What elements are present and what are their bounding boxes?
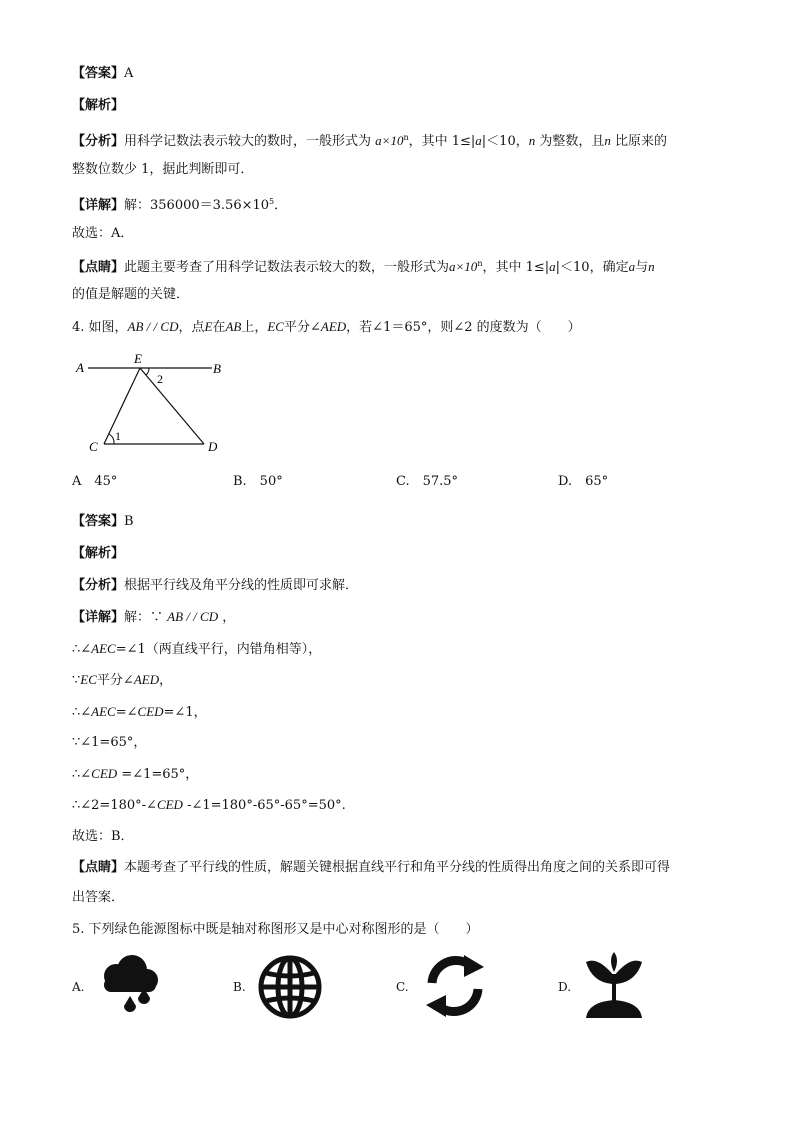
math: a×10 xyxy=(449,259,478,274)
label-angle-2: 2 xyxy=(157,372,163,386)
q3-fenxi-line2: 整数位数少 1，据此判断即可． xyxy=(72,162,254,177)
text: ，其中 1≤| xyxy=(482,260,550,275)
segment-ec xyxy=(104,368,140,444)
q4-answer xyxy=(72,512,134,532)
text: 解：356000＝3.56×10 xyxy=(124,198,270,213)
math: a xyxy=(628,259,636,274)
q4-step-5 xyxy=(72,764,198,785)
text: 根据平行线及角平分线的性质即可求解． xyxy=(124,578,359,593)
text: 比原来的 xyxy=(610,134,668,149)
answer-value: B xyxy=(124,514,134,529)
text: ∴∠ xyxy=(72,642,92,657)
angle-2-arc xyxy=(146,368,149,375)
dianjing-tag: 【点睛】 xyxy=(72,260,125,275)
q4-xiangjie xyxy=(72,607,235,628)
math-exp: n xyxy=(477,259,483,268)
text: ， xyxy=(222,610,236,625)
recycle-arrows-icon xyxy=(420,953,490,1019)
text: 平分∠ xyxy=(96,673,134,688)
q4-step-4: ∵∠1=65°， xyxy=(72,735,147,750)
q3-dianjing-line2: 的值是解题的关键． xyxy=(72,287,190,302)
globe-icon xyxy=(258,955,322,1019)
q3-dianjing-line1 xyxy=(72,254,655,278)
text: =∠1（两直线平行，内错角相等）， xyxy=(115,642,322,657)
text: ∴∠ xyxy=(72,705,92,720)
q4-step-2 xyxy=(72,670,172,691)
text: -∠1=180°-65°-65°=50°. xyxy=(182,798,346,813)
text: 为整数，且 xyxy=(535,134,605,149)
answer-tag: 【答案】 xyxy=(72,514,125,529)
math-exp: 5 xyxy=(269,197,275,206)
answer-tag: 【答案】 xyxy=(72,66,125,81)
label-angle-1: 1 xyxy=(115,429,121,443)
q5-stem: 5. 下列绿色能源图标中既是轴对称图形又是中心对称图形的是（ ） xyxy=(72,922,479,937)
math: EC xyxy=(267,319,284,334)
label-e: E xyxy=(134,351,142,366)
q3-fenxi-line1 xyxy=(72,128,667,152)
q4-fenxi xyxy=(72,576,358,596)
math: AED xyxy=(133,672,160,687)
math: AB xyxy=(225,319,242,334)
q5-option-c-label: C. xyxy=(396,980,409,994)
q4-stem xyxy=(72,317,581,338)
q3-answer xyxy=(72,64,133,84)
label-d: D xyxy=(208,439,218,454)
math: EC xyxy=(80,672,97,687)
q4-option-a: A 45° xyxy=(72,474,118,489)
text: 用科学记数法表示较大的数时，一般形式为 xyxy=(124,134,372,149)
q4-choice: 故选：B． xyxy=(72,829,134,844)
text: |＜10，确定 xyxy=(555,260,629,275)
text: =∠1， xyxy=(163,705,207,720)
q5-option-a-label: A. xyxy=(72,980,85,994)
label-c: C xyxy=(89,439,98,454)
fenxi-tag: 【分析】 xyxy=(72,134,125,149)
q3-choice: 故选：A． xyxy=(72,226,134,241)
math: AB / / CD xyxy=(127,319,179,334)
fenxi-tag: 【分析】 xyxy=(72,578,125,593)
text: ， xyxy=(159,673,173,688)
angle-1-arc xyxy=(109,434,114,444)
q3-analysis-tag: 【解析】 xyxy=(72,98,125,113)
answer-value: A xyxy=(124,66,134,81)
math: CED xyxy=(156,797,183,812)
text: ，其中 1≤| xyxy=(408,134,476,149)
math: CED xyxy=(137,704,164,719)
segment-ed xyxy=(140,368,204,444)
text: |＜10， xyxy=(481,134,529,149)
text: =∠ xyxy=(115,705,138,720)
text: 解：∵ xyxy=(124,610,164,625)
math: a xyxy=(475,133,482,148)
text: 上， xyxy=(241,320,268,335)
math: a xyxy=(549,259,556,274)
cloud-rain-icon xyxy=(94,952,164,1016)
q4-dianjing-line2: 出答案． xyxy=(72,890,125,905)
text: 此题主要考查了用科学记数法表示较大的数，一般形式为 xyxy=(124,260,450,275)
text: 4. 如图， xyxy=(72,320,128,335)
text: ． xyxy=(274,198,288,213)
text: =∠1=65°， xyxy=(117,767,199,782)
math: AB / / CD xyxy=(167,609,219,624)
text: ，若∠1＝65°，则∠2 的度数为（ ） xyxy=(346,320,581,335)
text: ，点 xyxy=(178,320,205,335)
label-a: A xyxy=(76,360,84,375)
xiangjie-tag: 【详解】 xyxy=(72,610,125,625)
geometry-figure xyxy=(74,348,234,458)
xiangjie-tag: 【详解】 xyxy=(72,198,125,213)
text: 本题考查了平行线的性质，解题关键根据直线平行和角平分线的性质得出角度之间的关系即可得 xyxy=(124,860,671,875)
math: AEC xyxy=(91,704,116,719)
q4-step-1 xyxy=(72,639,321,660)
dianjing-tag: 【点睛】 xyxy=(72,860,125,875)
text: ∴∠ xyxy=(72,767,92,782)
q4-option-b: B. 50° xyxy=(233,474,283,489)
label-b: B xyxy=(213,361,221,376)
text: 与 xyxy=(635,260,649,275)
q4-option-d: D. 65° xyxy=(558,474,609,489)
math: n xyxy=(648,259,655,274)
text: 平分∠ xyxy=(283,320,321,335)
text: ∴∠2=180°-∠ xyxy=(72,798,157,813)
math-exp: n xyxy=(403,133,409,142)
q4-option-c: C. 57.5° xyxy=(396,474,459,489)
math: n xyxy=(604,133,611,148)
q4-step-3 xyxy=(72,702,207,723)
math: E xyxy=(204,319,213,334)
q5-option-d-label: D. xyxy=(558,980,572,994)
q4-step-6 xyxy=(72,795,346,816)
text: ∵ xyxy=(72,673,81,688)
text: 在 xyxy=(212,320,226,335)
q4-analysis-tag: 【解析】 xyxy=(72,546,125,561)
q3-xiangjie xyxy=(72,192,287,216)
math: n xyxy=(528,133,536,148)
plant-sprout-icon xyxy=(584,952,644,1018)
q5-option-b-label: B. xyxy=(233,980,246,994)
q4-dianjing-line1 xyxy=(72,858,670,878)
math: AED xyxy=(320,319,347,334)
math: AEC xyxy=(91,641,116,656)
math: CED xyxy=(91,766,118,781)
math: a×10 xyxy=(375,133,404,148)
